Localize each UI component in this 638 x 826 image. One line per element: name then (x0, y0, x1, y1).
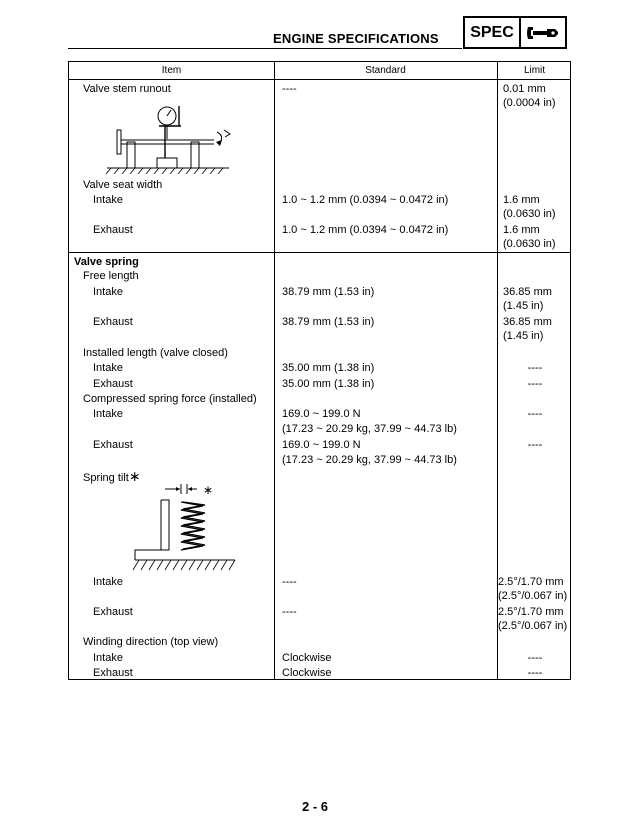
standard-free-exhaust: 38.79 mm (1.53 in) (282, 316, 375, 328)
item-installed-length: Installed length (valve closed) (83, 347, 228, 359)
limit-tilt-intake: 2.5°/1.70 mm (498, 576, 564, 588)
limit-free-intake: 36.85 mm (503, 286, 552, 298)
spec-table (68, 61, 571, 680)
column-header-standard: Standard (365, 65, 406, 76)
standard-tilt-exhaust: ---- (282, 606, 297, 618)
standard-tilt-intake: ---- (282, 576, 297, 588)
standard-wind-intake: Clockwise (282, 652, 332, 664)
page-number: 2 - 6 (302, 799, 329, 814)
wrench-spanner-icon (521, 18, 565, 47)
item-compressed-force: Compressed spring force (installed) (83, 393, 257, 405)
standard-wind-exhaust: Clockwise (282, 667, 332, 679)
dial-gauge-runout-illustration (99, 102, 249, 179)
item-valve-seat-width: Valve seat width (83, 179, 163, 191)
standard-seat-exhaust: 1.0 ~ 1.2 mm (0.0394 ~ 0.0472 in) (282, 224, 449, 236)
item-wind-exhaust: Exhaust (93, 667, 133, 679)
standard-comp-intake: 169.0 ~ 199.0 N (282, 408, 361, 420)
standard-comp-exhaust-imperial: (17.23 ~ 20.29 kg, 37.99 ~ 44.73 lb) (282, 454, 457, 466)
item-tilt-exhaust: Exhaust (93, 606, 133, 618)
section-valve-spring: Valve spring (74, 256, 139, 268)
header-rule (68, 48, 462, 49)
limit-tilt-exhaust-imperial: (2.5°/0.067 in) (498, 620, 568, 632)
item-free-exhaust: Exhaust (93, 316, 133, 328)
limit-seat-exhaust: 1.6 mm (503, 224, 540, 236)
standard-free-intake: 38.79 mm (1.53 in) (282, 286, 375, 298)
spec-badge (463, 16, 567, 49)
section-divider (69, 252, 570, 253)
limit-seat-intake-imperial: (0.0630 in) (503, 208, 556, 220)
limit-tilt-exhaust: 2.5°/1.70 mm (498, 606, 564, 618)
item-inst-intake: Intake (93, 362, 123, 374)
header-row-divider (69, 79, 570, 80)
limit-free-exhaust-imperial: (1.45 in) (503, 330, 544, 342)
item-tilt-intake: Intake (93, 576, 123, 588)
standard-inst-intake: 35.00 mm (1.38 in) (282, 362, 375, 374)
limit-wind-exhaust: ---- (527, 667, 543, 679)
limit-seat-intake: 1.6 mm (503, 194, 540, 206)
item-comp-intake: Intake (93, 408, 123, 420)
column-header-limit: Limit (523, 65, 546, 76)
item-spring-tilt: Spring tilt∗ (83, 468, 141, 484)
limit-tilt-intake-imperial: (2.5°/0.067 in) (498, 590, 568, 602)
standard-comp-intake-imperial: (17.23 ~ 20.29 kg, 37.99 ~ 44.73 lb) (282, 423, 457, 435)
page-title: ENGINE SPECIFICATIONS (273, 31, 439, 46)
standard-valve-stem-runout: ---- (282, 83, 297, 95)
item-free-length: Free length (83, 270, 139, 282)
item-seat-exhaust: Exhaust (93, 224, 133, 236)
spring-tilt-illustration (125, 480, 245, 580)
limit-comp-intake: ---- (527, 408, 543, 420)
spec-badge-label: SPEC (465, 18, 521, 47)
limit-valve-stem-runout: 0.01 mm (503, 83, 546, 95)
standard-seat-intake: 1.0 ~ 1.2 mm (0.0394 ~ 0.0472 in) (282, 194, 449, 206)
column-header-item: Item (161, 65, 182, 76)
standard-comp-exhaust: 169.0 ~ 199.0 N (282, 439, 361, 451)
standard-inst-exhaust: 35.00 mm (1.38 in) (282, 378, 375, 390)
limit-seat-exhaust-imperial: (0.0630 in) (503, 238, 556, 250)
asterisk-mark: ∗ (128, 468, 141, 484)
limit-inst-intake: ---- (527, 362, 543, 374)
item-valve-stem-runout: Valve stem runout (83, 83, 171, 95)
limit-comp-exhaust: ---- (527, 439, 543, 451)
column-divider (274, 62, 275, 679)
item-winding-direction: Winding direction (top view) (83, 636, 219, 648)
limit-valve-stem-runout-imperial: (0.0004 in) (503, 97, 556, 109)
item-free-intake: Intake (93, 286, 123, 298)
item-seat-intake: Intake (93, 194, 123, 206)
limit-wind-intake: ---- (527, 652, 543, 664)
item-comp-exhaust: Exhaust (93, 439, 133, 451)
limit-free-intake-imperial: (1.45 in) (503, 300, 544, 312)
tilt-asterisk-mark: ∗ (203, 483, 214, 497)
limit-inst-exhaust: ---- (527, 378, 543, 390)
item-inst-exhaust: Exhaust (93, 378, 133, 390)
limit-free-exhaust: 36.85 mm (503, 316, 552, 328)
item-wind-intake: Intake (93, 652, 123, 664)
